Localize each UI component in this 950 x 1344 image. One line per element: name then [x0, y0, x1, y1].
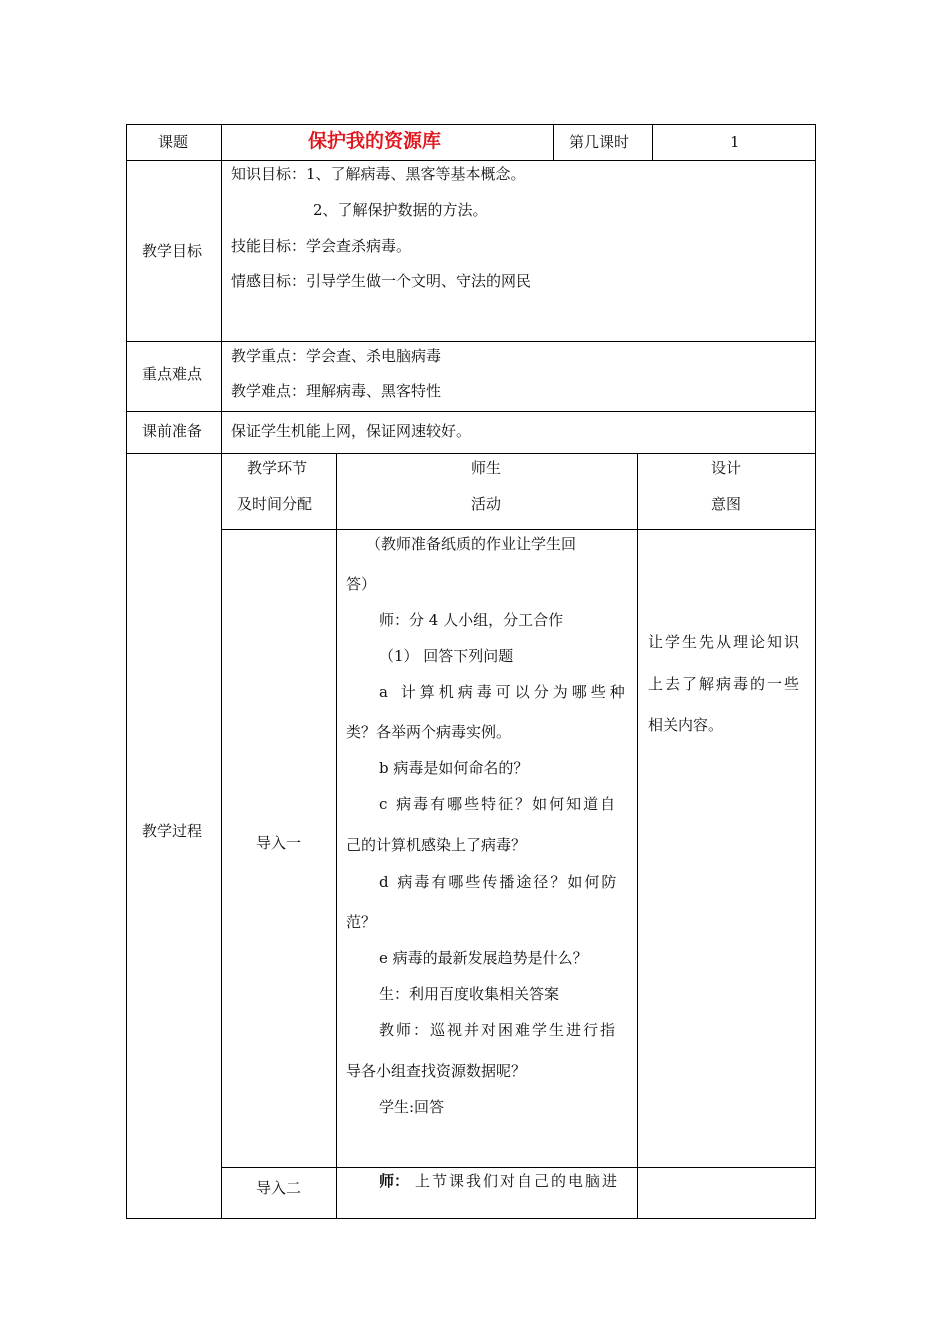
column-stage-header-2: 及时间分配: [237, 495, 313, 513]
stage1-line: e 病毒的最新发展趋势是什么？: [379, 949, 588, 967]
column-design-header-2: 意图: [711, 495, 742, 513]
topic-label: 课题: [158, 133, 189, 151]
design-column-divider: [637, 453, 638, 1219]
stage1-line: d 病毒有哪些传播途径？如何防: [379, 873, 619, 891]
process-label: 教学过程: [142, 822, 203, 840]
stage1-line: a 计算机病毒可以分为哪些种: [379, 683, 629, 701]
stage1-line: c 病毒有哪些特征？如何知道自: [379, 795, 618, 813]
column-design-header-1: 设计: [711, 459, 742, 477]
column-activity-header-1: 师生: [471, 459, 502, 477]
stage1-line: 范？: [346, 913, 377, 931]
column-stage-header-1: 教学环节: [247, 459, 308, 477]
title-column-divider: [553, 124, 554, 161]
objectives-label: 教学目标: [142, 242, 203, 260]
keypoint-difficulty: 教学难点：理解病毒、黑客特性: [231, 382, 442, 400]
stage1-name: 导入一: [256, 834, 302, 852]
preparation-label: 课前准备: [142, 422, 203, 440]
page-title: 保护我的资源库: [308, 130, 442, 152]
row-divider-process: [126, 453, 816, 454]
objective-emotion: 情感目标：引导学生做一个文明、守法的网民: [231, 272, 532, 290]
table-left-border: [126, 124, 127, 1219]
objective-knowledge-1: 知识目标：1、了解病毒、黑客等基本概念。: [231, 165, 526, 183]
row-divider-objectives: [126, 160, 816, 161]
label-column-divider: [221, 124, 222, 1219]
stage1-line: 类？各举两个病毒实例。: [346, 723, 512, 741]
stage1-design-line: 相关内容。: [648, 716, 724, 734]
stage1-line: b 病毒是如何命名的？: [379, 759, 529, 777]
lesson-column-divider: [652, 124, 653, 161]
table-right-border: [815, 124, 816, 1219]
lesson-value: 1: [730, 133, 740, 151]
stage2-teacher-label: 师：: [379, 1172, 410, 1190]
keypoints-label: 重点难点: [142, 365, 203, 383]
stage2-name: 导入二: [256, 1179, 302, 1197]
row-divider-keypoints: [126, 341, 816, 342]
row-divider-preparation: [126, 411, 816, 412]
preparation-text: 保证学生机能上网，保证网速较好。: [231, 422, 472, 440]
row-divider-stage2: [221, 1167, 816, 1168]
table-top-border: [126, 124, 816, 125]
table-bottom-border: [126, 1218, 816, 1219]
stage2-text: 上节课我们对自己的电脑进: [415, 1172, 620, 1190]
stage1-line: 教师：巡视并对困难学生进行指: [379, 1021, 618, 1039]
objective-skill: 技能目标：学会查杀病毒。: [231, 237, 412, 255]
keypoint-focus: 教学重点：学会查、杀电脑病毒: [231, 347, 442, 365]
stage1-line: 生：利用百度收集相关答案: [379, 985, 560, 1003]
stage1-line: （教师准备纸质的作业让学生回: [366, 535, 577, 553]
stage1-line: 导各小组查找资源数据呢？: [346, 1062, 527, 1080]
stage-column-divider: [336, 453, 337, 1219]
column-activity-header-2: 活动: [471, 495, 502, 513]
stage1-line: 学生:回答: [379, 1098, 445, 1116]
stage1-line: 答）: [346, 575, 377, 593]
objective-knowledge-2: 2、了解保护数据的方法。: [313, 201, 488, 219]
stage1-design-line: 上去了解病毒的一些: [648, 675, 802, 693]
stage1-line: （1） 回答下列问题: [379, 647, 514, 665]
row-divider-subheader: [221, 529, 816, 530]
stage1-design-line: 让学生先从理论知识: [648, 633, 802, 651]
stage1-line: 己的计算机感染上了病毒？: [346, 836, 527, 854]
stage1-line: 师：分 4 人小组，分工合作: [379, 611, 564, 629]
lesson-label: 第几课时: [569, 133, 630, 151]
